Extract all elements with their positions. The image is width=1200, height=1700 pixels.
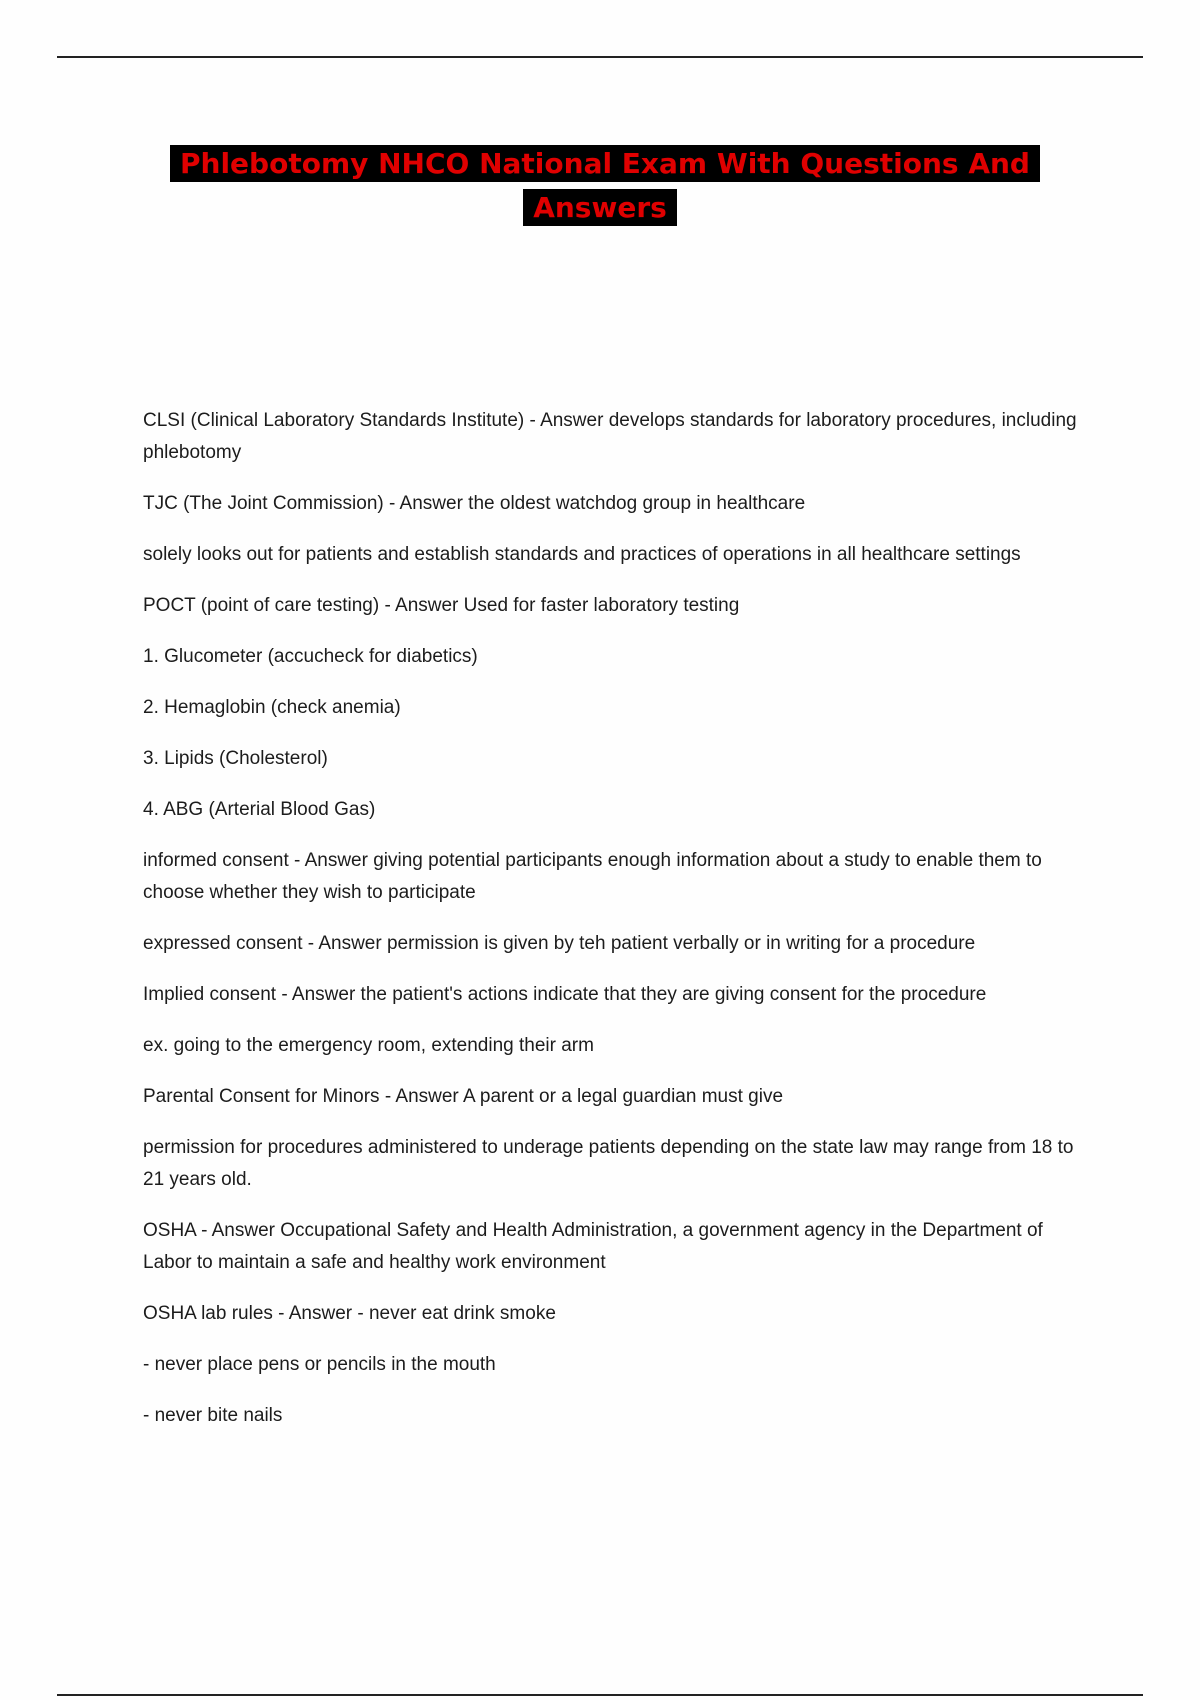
paragraph: expressed consent - Answer permission is given by teh patient verbally or in writing for a procedure [143,933,976,954]
paragraph: Parental Consent for Minors - Answer A parent or a legal guardian must give [143,1086,784,1107]
header-rule [57,56,1143,58]
paragraph: permission for procedures administered to underage patients depending on the state law may range from 18 to 21 years old. [143,1137,1074,1190]
document-body [143,405,1093,1451]
list-item: 2. Hemaglobin (check anemia) [143,697,401,718]
footer-rule [57,1694,1143,1696]
paragraph: POCT (point of care testing) - Answer Used for faster laboratory testing [143,595,740,616]
paragraph: solely looks out for patients and establish standards and practices of operations in all healthcare settings [143,544,1021,565]
list-item: 4. ABG (Arterial Blood Gas) [143,799,376,820]
paragraph: OSHA - Answer Occupational Safety and Health Administration, a government agency in the Department of Labor to maintain a safe and healthy work environment [143,1220,1043,1273]
document-title: Phlebotomy NHCO National Exam With Questions And Answers [170,145,1040,226]
paragraph: OSHA lab rules - Answer - never eat drink smoke [143,1303,556,1324]
list-item: - never bite nails [143,1405,283,1426]
title-block [0,142,1200,230]
paragraph: CLSI (Clinical Laboratory Standards Institute) - Answer develops standards for laboratory procedures, including phlebotomy [143,410,1077,463]
list-item: 1. Glucometer (accucheck for diabetics) [143,646,478,667]
list-item: 3. Lipids (Cholesterol) [143,748,328,769]
paragraph: ex. going to the emergency room, extending their arm [143,1035,594,1056]
paragraph: TJC (The Joint Commission) - Answer the oldest watchdog group in healthcare [143,493,806,514]
paragraph: Implied consent - Answer the patient's actions indicate that they are giving consent for the procedure [143,984,987,1005]
list-item: - never place pens or pencils in the mouth [143,1354,496,1375]
paragraph: informed consent - Answer giving potential participants enough information about a study to enable them to choose whether they wish to participate [143,850,1042,903]
